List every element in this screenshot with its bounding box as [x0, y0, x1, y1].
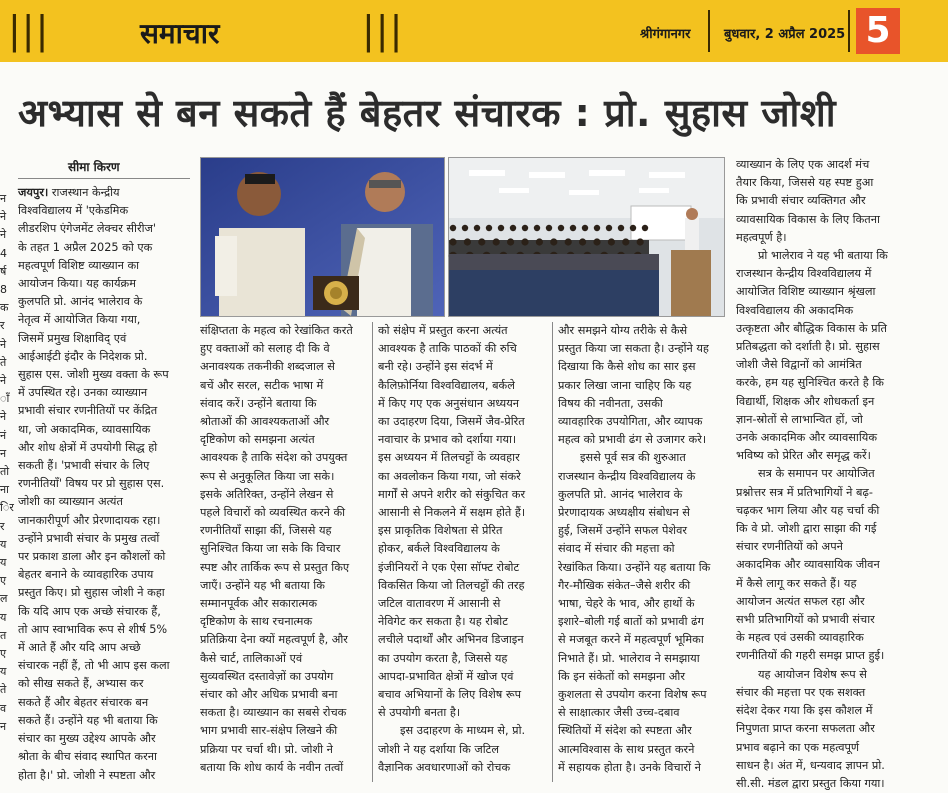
text-line: सकते हैं और बेहतर संचारक बन	[18, 695, 149, 709]
text-line: सुहास एस. जोशी मुख्य वक्ता के रूप	[18, 368, 169, 382]
fragment-text: नं	[0, 428, 7, 442]
fragment-text: य	[0, 537, 7, 551]
text-line: प्रभावी संचार रणनीतियों पर केंद्रित	[18, 404, 158, 418]
text-line: जोशी जैसे विद्वानों को आमंत्रित	[736, 358, 862, 372]
text-line: रूप से अनुकूलित किया जा सके।	[200, 469, 335, 483]
fragment-text: ते	[0, 683, 7, 697]
text-line: का उपयोग करता है, जिससे यह	[378, 651, 508, 665]
fragment-text: न	[0, 719, 7, 733]
header-divider	[708, 10, 710, 52]
text-line: निपुणता प्राप्त करना सफलता और	[736, 722, 875, 736]
audience-head	[507, 238, 514, 245]
audience-head	[449, 238, 456, 245]
fragment-text: ने	[0, 410, 7, 424]
audience-head	[464, 238, 471, 245]
fragment-text: 8	[0, 283, 7, 297]
text-line: प्रतिबद्धता को दर्शाती है। प्रो. सुहास	[736, 340, 880, 354]
text-line: में कैसे लागू कर सकते हैं। यह	[736, 576, 857, 590]
left-edge-fragments	[0, 190, 12, 780]
text-line: कि प्रभावी संचार व्यक्तिगत और	[736, 194, 866, 208]
text-line: आत्मविश्वास के साथ प्रस्तुत करने	[558, 742, 695, 756]
fragment-text: य	[0, 610, 7, 624]
fragment-text: त	[0, 628, 7, 642]
text-line: प्रतिक्रिया देना क्यों महत्वपूर्ण है, और	[200, 633, 348, 647]
text-line: संक्षिप्तता के महत्व को रेखांकित करते	[200, 324, 353, 337]
text-line: नवाचार के प्रभाव को दर्शाया गया।	[378, 433, 517, 447]
text-line: आयोजन अत्यंत सफल रहा और	[736, 594, 865, 608]
text-line: रणनीतियाँ' विषय पर प्रो सुहास एस.	[18, 477, 165, 491]
text-line: इंजीनियरों ने एक ऐसा सॉफ्ट रोबोट	[378, 560, 520, 574]
text-line: दिखाया कि कैसे शोध का सार इस	[558, 360, 696, 374]
text-line: व्यावहारिक उपयोगिता, और व्यापक	[558, 415, 703, 429]
audience-head	[478, 238, 485, 245]
text-line: लचीले पदार्थों और अभिनव डिजाइन	[378, 633, 524, 647]
edition-city: श्रीगंगानगर	[640, 27, 691, 42]
fragment-text: ल	[0, 592, 8, 606]
audience-head	[498, 225, 504, 231]
article-column-3	[378, 322, 548, 784]
text-line: के महत्व एवं उसकी व्यावहारिक	[736, 631, 864, 645]
text-line: तो आप स्वाभाविक रूप से शीर्ष 5%	[18, 622, 168, 636]
audience-head	[642, 225, 648, 231]
fragment-text: र	[0, 319, 5, 333]
text-line: प्रस्तुत किया जा सकता है। उन्होंने यह	[558, 342, 709, 356]
text-line: जोशी का व्याख्यान अत्यंत	[18, 495, 123, 509]
audience-head	[622, 238, 629, 245]
audience-head	[608, 238, 615, 245]
section-title: समाचार	[140, 17, 220, 50]
text-line: सुव्यवस्थित दस्तावेज़ों का उपयोग	[200, 669, 334, 683]
fragment-text: क	[0, 301, 9, 315]
text-line: आपदा-प्रभावित क्षेत्रों में खोज एवं	[378, 669, 514, 683]
text-line: आयोजन किया। यह कार्यक्रम	[18, 277, 136, 291]
photo-felicitation	[200, 157, 445, 317]
dateline: जयपुर।	[18, 186, 49, 199]
fragment-text: र्ष	[0, 264, 7, 278]
text-line: प्रस्तुत किए। प्रो सुहास जोशी ने कहा	[18, 586, 165, 600]
header-divider	[848, 10, 850, 52]
photo-audience	[448, 157, 725, 317]
text-line: सकता है। व्याख्यान का सबसे रोचक	[200, 706, 347, 720]
text-line: बचें और सरल, सटीक भाषा में	[200, 378, 324, 392]
text-line: सकते हैं। उन्होंने यह भी बताया कि	[18, 713, 158, 727]
audience-head	[521, 238, 528, 245]
text-line: कैलिफ़ोर्निया विश्वविद्यालय, बर्कले	[378, 378, 515, 392]
fragment-text: व	[0, 701, 7, 715]
text-line: दृष्टिकोण के साथ रचनात्मक	[200, 615, 313, 629]
text-line: यह आयोजन विशेष रूप से	[758, 667, 867, 681]
text-line: बताया कि शोध कार्य के नवीन तत्वों	[200, 760, 344, 774]
text-line: सकती हैं। 'प्रभावी संचार के लिए	[18, 459, 150, 473]
audience-head	[582, 225, 588, 231]
page-header	[0, 0, 948, 62]
text-line: प्रश्नोत्तर सत्र में प्रतिभागियों ने बढ़-	[736, 485, 873, 499]
audience-head	[486, 225, 492, 231]
text-line: उनके अकादमिक और व्यावसायिक	[736, 431, 878, 445]
audience-head	[493, 238, 500, 245]
article-column-4	[558, 322, 724, 784]
text-line: व्याख्यान के लिए एक आदर्श मंच	[736, 158, 870, 171]
text-line: संदेश देकर गया कि इस कौशल में	[736, 704, 873, 718]
text-line: वैज्ञानिक अवधारणाओं को रोचक	[378, 760, 511, 774]
text-line: संवाद करें। उन्होंने बताया कि	[200, 396, 317, 410]
text-line: लीडरशिप एंगेजमेंट लेक्चर सीरीज'	[18, 222, 157, 236]
fragment-text: य	[0, 665, 7, 679]
text-line: कैसे चार्ट, तालिकाओं एवं	[200, 651, 303, 665]
text-line: दृष्टिकोण को समझना अत्यंत	[200, 433, 315, 447]
text-line: आईआईटी इंदौर के निदेशक प्रो.	[18, 349, 148, 363]
text-line: में सहायक होता है। उनके विचारों ने	[558, 760, 701, 774]
text-line: विश्वविद्यालय में 'एकेडमिक	[18, 204, 129, 218]
text-line: निभाते हैं। प्रो. भालेराव ने समझाया	[558, 651, 700, 665]
text-line: सत्र के समापन पर आयोजित	[758, 467, 875, 481]
text-line: श्रोताओं की आवश्यकताओं और	[200, 415, 330, 429]
byline: सीमा किरण	[68, 160, 120, 174]
text-line: चढ़कर भाग लिया और यह चर्चा की	[736, 503, 880, 517]
text-line: संचार को और अधिक प्रभावी बना	[200, 688, 338, 702]
audience-head	[570, 225, 576, 231]
text-line: महत्वपूर्ण विशिष्ट व्याख्यान का	[18, 258, 140, 272]
audience-head	[579, 238, 586, 245]
audience-head	[450, 225, 456, 231]
text-line: से साक्षात्कार जैसी उच्च-दबाव	[558, 706, 680, 720]
text-line: बनी रहे। उन्होंने इस संदर्भ में	[378, 360, 493, 374]
text-line: भाषा, चेहरे के भाव, और हाथों के	[558, 597, 695, 611]
text-line: प्रकार लिखा जाना चाहिए कि यह	[558, 378, 692, 392]
text-line: राजस्थान केन्द्रीय	[51, 186, 120, 199]
text-line: गैर-मौखिक संकेत–जैसे शरीर की	[558, 578, 691, 592]
text-line: संचार की महत्ता पर एक सशक्त	[736, 685, 866, 699]
text-line: रेखांकित किया। उन्होंने यह बताया कि	[558, 560, 711, 574]
fragment-text: ए	[0, 574, 7, 588]
audience-head	[606, 225, 612, 231]
text-line: का अवलोकन किया गया, जो संकरे	[378, 469, 521, 483]
text-line: संचार का मुख्य उद्देश्य आपके और	[18, 732, 156, 746]
headline: अभ्यास से बन सकते हैं बेहतर संचारक : प्रो. सुहास जोशी	[18, 91, 837, 135]
text-line: में आते हैं और यदि आप अच्छे	[18, 641, 141, 655]
text-line: कि इन संकेतों को समझना और	[558, 669, 685, 683]
text-line: राजस्थान केन्द्रीय विश्वविद्यालय में	[736, 267, 872, 281]
text-line: प्रभाव बढ़ाने का एक महत्वपूर्ण	[736, 740, 860, 754]
text-line: बचाव अभियानों के लिए विशेष रूप	[378, 688, 522, 702]
fragment-text: ने	[0, 374, 7, 388]
text-line: श्रोता के बीच संवाद स्थापित करना	[18, 750, 157, 764]
audience-head	[594, 225, 600, 231]
article-column-1	[18, 184, 190, 784]
text-line: से उपयोगी बनता है।	[378, 706, 461, 720]
text-line: विद्यार्थी, शिक्षक और शोधकर्ता इन	[736, 394, 875, 408]
column-rule	[372, 322, 373, 782]
fragment-text: ते	[0, 355, 7, 369]
text-line: में उपस्थित रहे। उनका व्याख्यान	[18, 386, 148, 400]
fragment-text: ने	[0, 337, 7, 351]
text-line: कुशलता से उपयोग करना विशेष रूप	[558, 688, 707, 702]
text-line: अकादमिक और व्यावसायिक जीवन	[736, 558, 880, 572]
fragment-text: ना	[0, 483, 9, 497]
fragment-text: ए	[0, 647, 7, 661]
header-bars-left: |||	[8, 8, 50, 52]
text-line: जानकारीपूर्ण और प्रेरणादायक रहा।	[18, 513, 161, 527]
text-line: कुलपति प्रो. आनंद भालेराव के	[558, 487, 683, 501]
text-line: संचार रणनीतियों को अपने	[736, 540, 843, 554]
text-line: प्रेरणादायक अध्यक्षीय संबोधन से	[558, 506, 690, 520]
fragment-text: 4	[0, 246, 7, 260]
text-line: इससे पूर्व सत्र की शुरुआत	[580, 451, 686, 465]
fragment-text: तो	[0, 465, 10, 479]
text-line: जटिल वातावरण में आसानी से	[378, 597, 501, 611]
text-line: इस प्राकृतिक विशेषता से प्रेरित	[378, 524, 503, 538]
audience-head	[550, 238, 557, 245]
text-line: बेहतर बनाने के व्यावहारिक उपाय	[18, 568, 154, 582]
text-line: रणनीतियाँ साझा कीं, जिससे यह	[200, 524, 332, 538]
fragment-text: िर	[0, 501, 14, 515]
text-line: और समझने योग्य तरीके से कैसे	[558, 324, 688, 337]
text-line: साधन है। अंत में, धन्यवाद ज्ञापन प्रो.	[736, 758, 885, 772]
text-line: तैयार किया, जिससे यह स्पष्ट हुआ	[736, 176, 874, 190]
text-line: संचारक नहीं हैं, तो भी आप इस कला	[18, 659, 170, 673]
text-line: इशारे–बोली गई बातों को प्रभावी ढंग	[558, 615, 704, 629]
fragment-text: ाँ	[0, 392, 10, 406]
text-line: उन्होंने प्रभावी संचार के प्रमुख तत्वों	[18, 531, 160, 545]
text-line: रणनीतियों की गहरी समझ प्राप्त हुई।	[736, 649, 885, 663]
text-line: भाग प्रभावी सार-संक्षेप लिखने की	[200, 724, 338, 738]
text-line: इसके अतिरिक्त, उन्होंने लेखन से	[200, 487, 334, 501]
audience-head	[630, 225, 636, 231]
audience-head	[593, 238, 600, 245]
audience-head	[546, 225, 552, 231]
text-line: नेतृत्व में आयोजित किया गया,	[18, 313, 141, 327]
byline-rule	[18, 178, 190, 179]
text-line: भविष्य को प्रेरित और समृद्ध करें।	[736, 449, 871, 463]
text-line: आयोजित विशिष्ट व्याख्यान श्रृंखला	[736, 285, 876, 299]
text-line: मार्गों से अपने शरीर को संकुचित कर	[378, 487, 526, 501]
text-line: अनावश्यक तकनीकी शब्दजाल से	[200, 360, 335, 374]
text-line: करके, हम यह सुनिश्चित करते है कि	[736, 376, 884, 390]
text-line: और शोध क्षेत्रों में उपयोगी सिद्ध हो	[18, 440, 158, 454]
text-line: विश्वविद्यालय की अकादमिक	[736, 303, 854, 317]
audience-head	[536, 238, 543, 245]
text-line: विकसित किया जो तिलचट्टों की तरह	[378, 578, 525, 592]
article-column-5	[736, 156, 902, 790]
text-line: स्थितियों में संदेश को स्पष्टता और	[558, 724, 692, 738]
article-column-2	[200, 322, 368, 784]
fragment-text: र	[0, 519, 5, 533]
text-line: पर प्रकाश डाला और इन कौशलों को	[18, 550, 166, 564]
text-line: को संक्षेप में प्रस्तुत करना अत्यंत	[378, 324, 508, 337]
text-line: संवाद में संचार की महत्ता को	[558, 542, 675, 556]
fragment-text: न	[0, 446, 7, 460]
text-line: महत्वपूर्ण है।	[736, 230, 787, 244]
text-line: राजस्थान केन्द्रीय विश्वविद्यालय के	[558, 469, 696, 483]
audience-head	[510, 225, 516, 231]
text-line: सम्मानपूर्वक और सकारात्मक	[200, 597, 318, 611]
fragment-text: ने	[0, 210, 7, 224]
text-line: हुई, जिसमें उन्होंने सफल पेशेवर	[558, 524, 687, 538]
text-line: का उदाहरण दिया, जिसमें जैव-प्रेरित	[378, 415, 525, 429]
text-line: कुलपति प्रो. आनंद भालेराव के	[18, 295, 143, 309]
text-line: व्यावसायिक विकास के लिए कितना	[736, 212, 880, 226]
audience-head	[565, 238, 572, 245]
audience-head	[534, 225, 540, 231]
column-rule	[552, 322, 553, 782]
fragment-text: ने	[0, 228, 7, 242]
text-line: इस उदाहरण के माध्यम से, प्रो.	[400, 724, 526, 738]
text-line: के तहत 1 अप्रैल 2025 को एक	[18, 240, 153, 254]
text-line: कि वे प्रो. जोशी द्वारा साझा की गई	[736, 522, 877, 536]
text-line: में किए गए एक अनुसंधान अध्ययन	[378, 396, 520, 410]
page-number: 5	[856, 8, 900, 54]
text-line: ज्ञान-स्रोतों से लाभान्वित हों, जो	[736, 412, 863, 426]
text-line: सी.सी. मंडल द्वारा प्रस्तुत किया गया।	[736, 776, 885, 790]
text-line: उत्कृष्टता और बौद्धिक विकास के प्रति	[736, 321, 887, 335]
audience-head	[462, 225, 468, 231]
text-line: को सीख सकते हैं, अभ्यास कर	[18, 677, 144, 691]
text-line: प्रो भालेराव ने यह भी बताया कि	[758, 249, 888, 263]
text-line: सभी प्रतिभागियों को प्रभावी संचार	[736, 613, 875, 627]
audience-head	[618, 225, 624, 231]
audience-head	[474, 225, 480, 231]
edition-date: बुधवार, 2 अप्रैल 2025	[724, 27, 846, 42]
fragment-text: य	[0, 556, 7, 570]
text-line: प्रक्रिया पर चर्चा थी। प्रो. जोशी ने	[200, 742, 333, 756]
text-line: विषय की नवीनता, उसकी	[558, 396, 663, 410]
text-line: आसानी से निकलने में सक्षम होते हैं।	[378, 506, 526, 520]
text-line: इस अध्ययन में तिलचट्टों के व्यवहार	[378, 451, 520, 465]
fragment-text: न	[0, 192, 7, 205]
text-line: स्पष्ट और तार्किक रूप से प्रस्तुत किए	[200, 560, 350, 574]
text-line: आवश्यक है ताकि संदेश को उपयुक्त	[200, 451, 348, 465]
audience-head	[637, 238, 644, 245]
text-line: जोशी ने यह दर्शाया कि जटिल	[378, 742, 500, 756]
text-line: होकर, बर्कले विश्वविद्यालय के	[378, 542, 500, 556]
text-line: था, जो अकादमिक, व्यावसायिक	[18, 422, 151, 436]
text-line: पहले विचारों को व्यवस्थित करने की	[200, 506, 346, 520]
text-line: आवश्यक है ताकि पाठकों की रुचि	[378, 342, 517, 356]
audience-head	[522, 225, 528, 231]
text-line: सुनिश्चित किया जा सके कि विचार	[200, 542, 341, 556]
header-bars-mid: |||	[362, 8, 404, 52]
text-line: महत्व को प्रभावी ढंग से उजागर करे।	[558, 433, 707, 447]
text-line: कि यदि आप एक अच्छे संचारक हैं,	[18, 604, 161, 618]
text-line: जिसमें प्रमुख शिक्षाविद् एवं	[18, 331, 127, 345]
text-line: जाएँ। उन्होंने यह भी बताया कि	[200, 578, 325, 592]
text-line: होता है।' प्रो. जोशी ने स्पष्टता और	[18, 768, 156, 782]
text-line: से मजबूत करने में महत्वपूर्ण भूमिका	[558, 633, 704, 647]
text-line: नेविगेट कर सकता है। यह रोबोट	[378, 615, 508, 629]
text-line: हुए वक्ताओं को सलाह दी कि वे	[200, 342, 330, 356]
audience-head	[558, 225, 564, 231]
